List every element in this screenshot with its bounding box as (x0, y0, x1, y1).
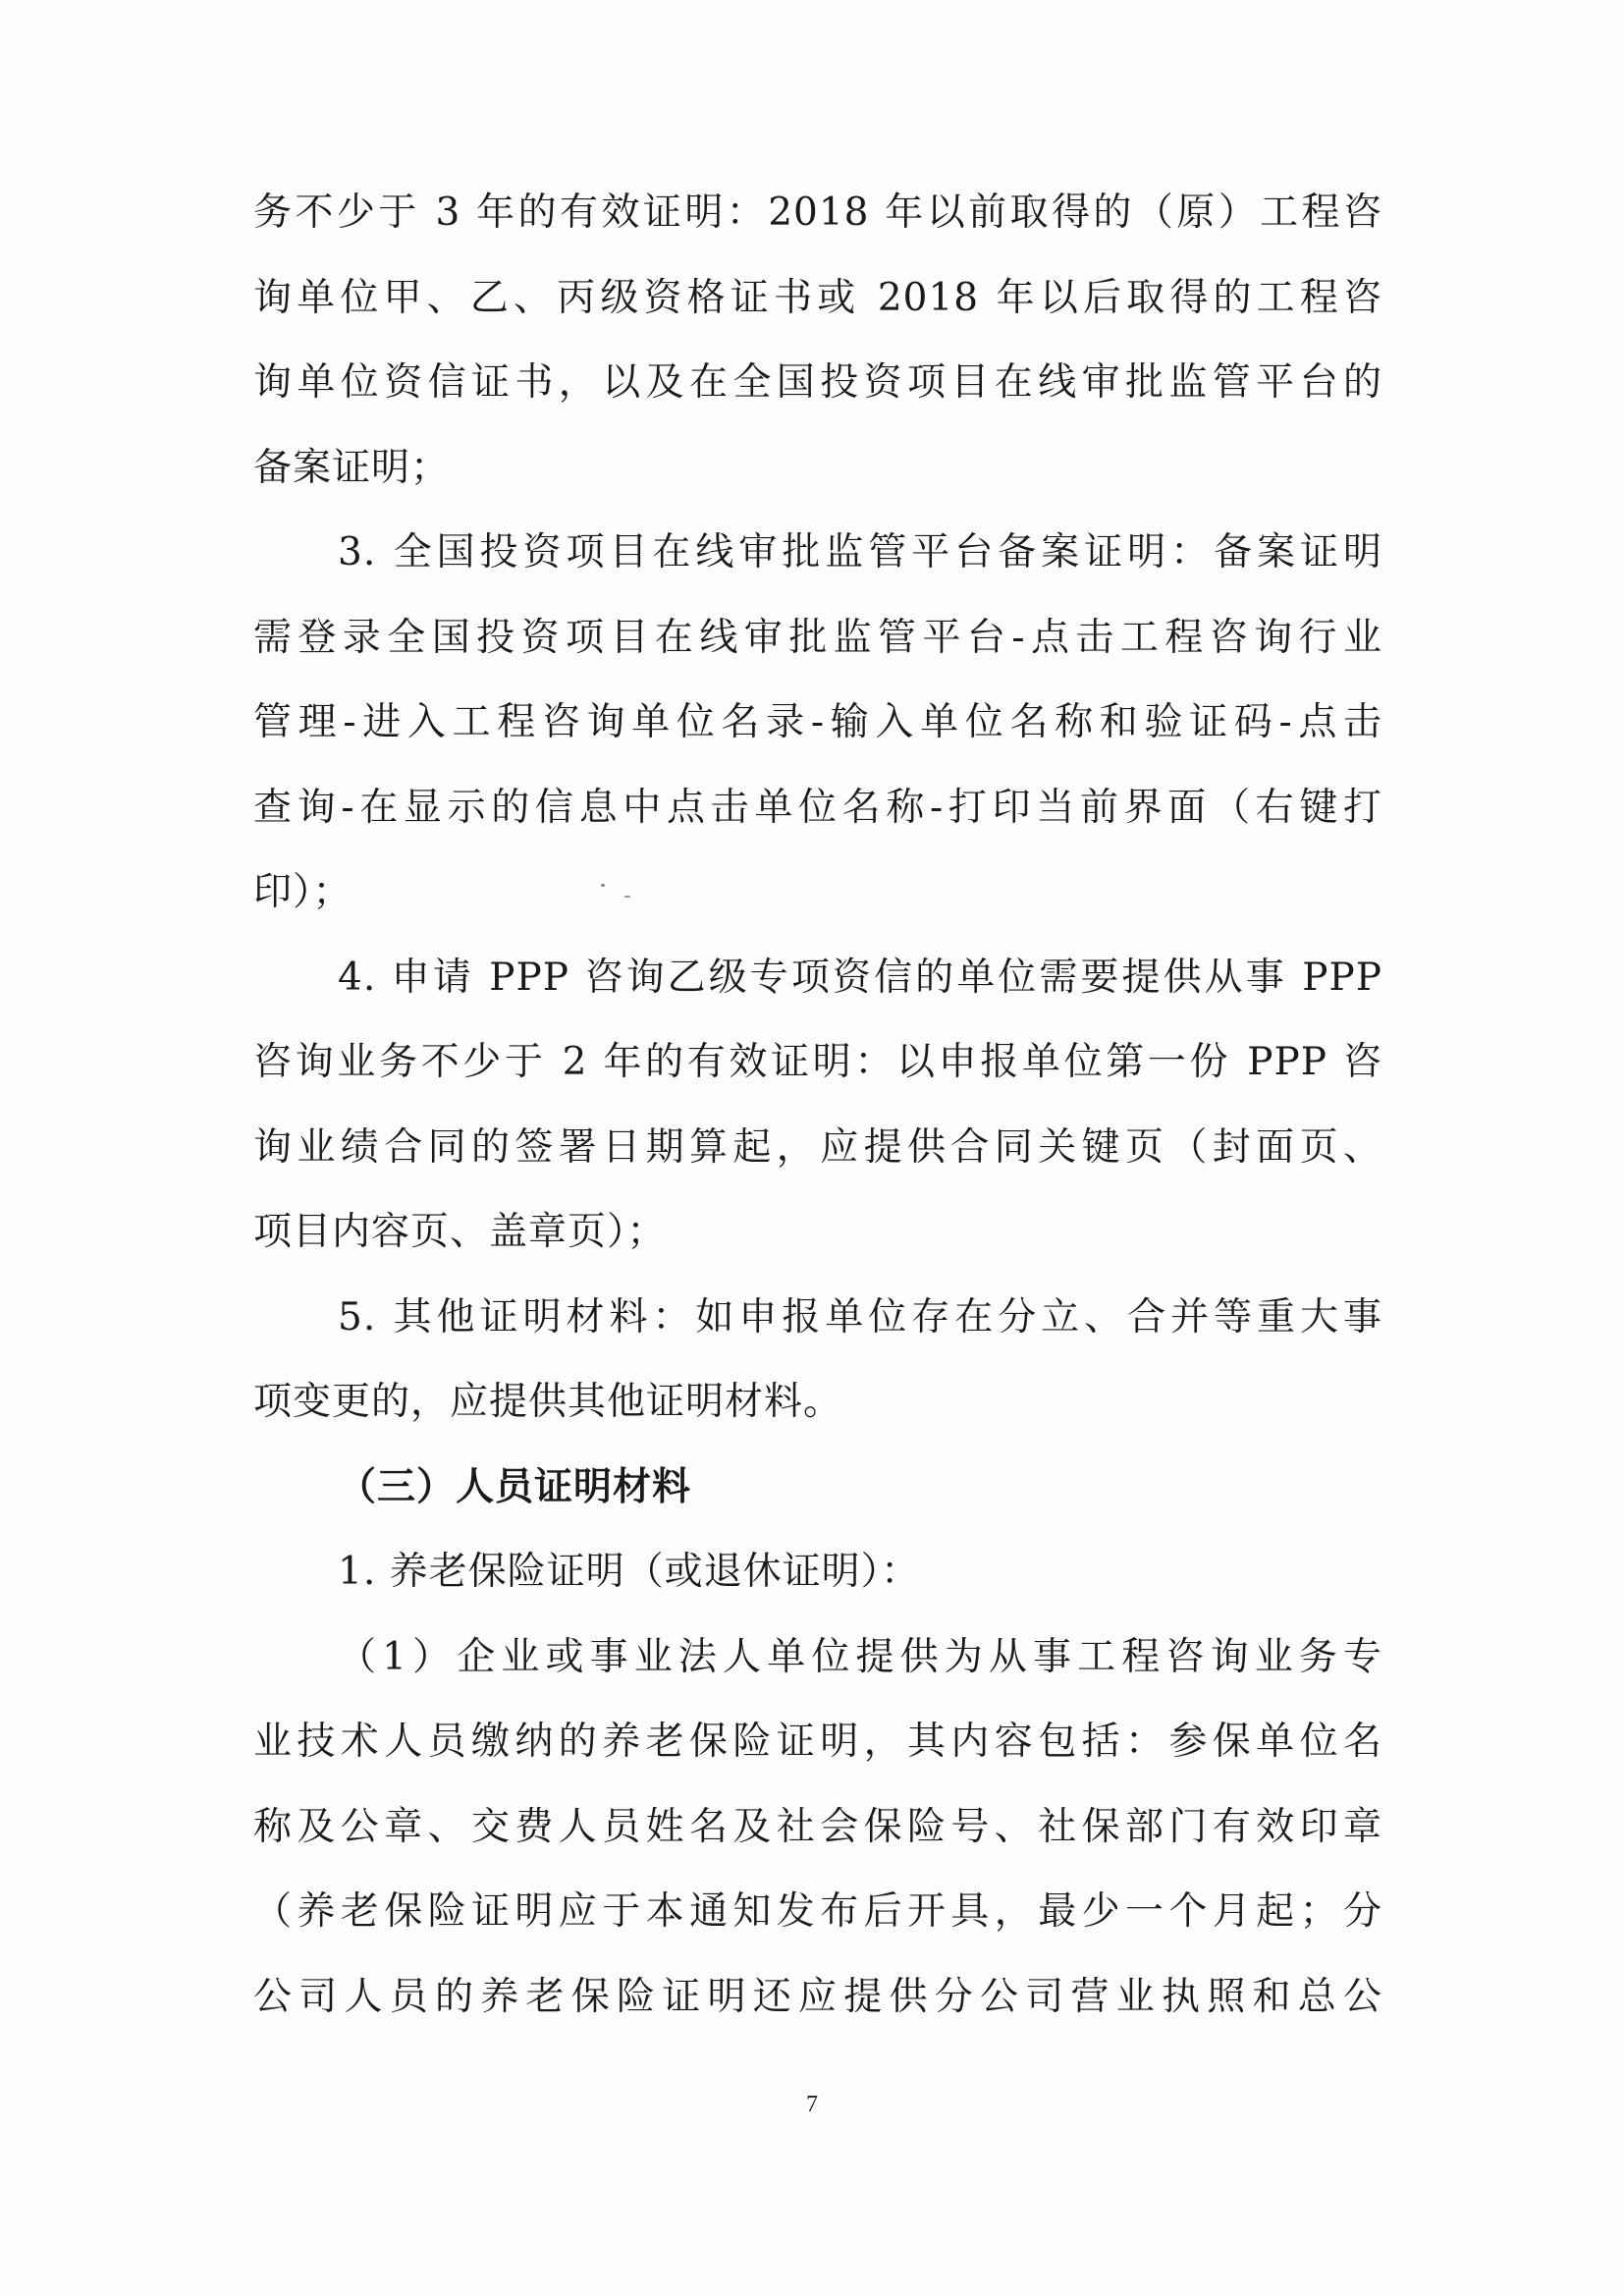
text-line: 咨询业务不少于 2 年的有效证明：以申报单位第一份 PPP 咨 (253, 1040, 1382, 1084)
scan-speck (601, 884, 605, 887)
text-line: 1. 养老保险证明（或退休证明）： (338, 1550, 921, 1594)
text-line: 印）； (253, 870, 352, 914)
text-line: 项变更的，应提供其他证明材料。 (253, 1380, 843, 1424)
text-line: 询单位甲、乙、丙级资格证书或 2018 年以后取得的工程咨 (253, 275, 1382, 320)
text-line: 询单位资信证书，以及在全国投资项目在线审批监管平台的 (253, 360, 1382, 405)
text-line: （养老保险证明应于本通知发布后开具，最少一个月起；分 (253, 1889, 1382, 1934)
body-text (253, 171, 1382, 2040)
text-line: 5. 其他证明材料：如申报单位存在分立、合并等重大事 (338, 1294, 1382, 1339)
text-line: 务不少于 3 年的有效证明：2018 年以前取得的（原）工程咨 (253, 191, 1382, 235)
text-line: 管理-进入工程咨询单位名录-输入单位名称和验证码-点击 (253, 700, 1382, 744)
section-heading: （三）人员证明材料 (338, 1464, 692, 1509)
text-line: 业技术人员缴纳的养老保险证明，其内容包括：参保单位名 (253, 1720, 1382, 1764)
scan-speck (624, 896, 630, 898)
page-number: 7 (806, 2092, 818, 2117)
text-line: 称及公章、交费人员姓名及社会保险号、社保部门有效印章 (253, 1804, 1382, 1849)
text-line: 3. 全国投资项目在线审批监管平台备案证明：备案证明 (338, 530, 1382, 574)
text-line: 查询-在显示的信息中点击单位名称-打印当前界面（右键打 (253, 785, 1382, 830)
text-line: 项目内容页、盖章页）； (253, 1210, 667, 1254)
text-line: 备案证明； (253, 445, 451, 490)
text-line: 公司人员的养老保险证明还应提供分公司营业执照和总公 (253, 1974, 1382, 2019)
text-line: 4. 申请 PPP 咨询乙级专项资信的单位需要提供从事 PPP (338, 955, 1382, 1000)
text-line: （1）企业或事业法人单位提供为从事工程咨询业务专 (338, 1634, 1382, 1679)
text-line: 需登录全国投资项目在线审批监管平台-点击工程咨询行业 (253, 615, 1382, 660)
text-line: 询业绩合同的签署日期算起，应提供合同关键页（封面页、 (253, 1124, 1382, 1170)
